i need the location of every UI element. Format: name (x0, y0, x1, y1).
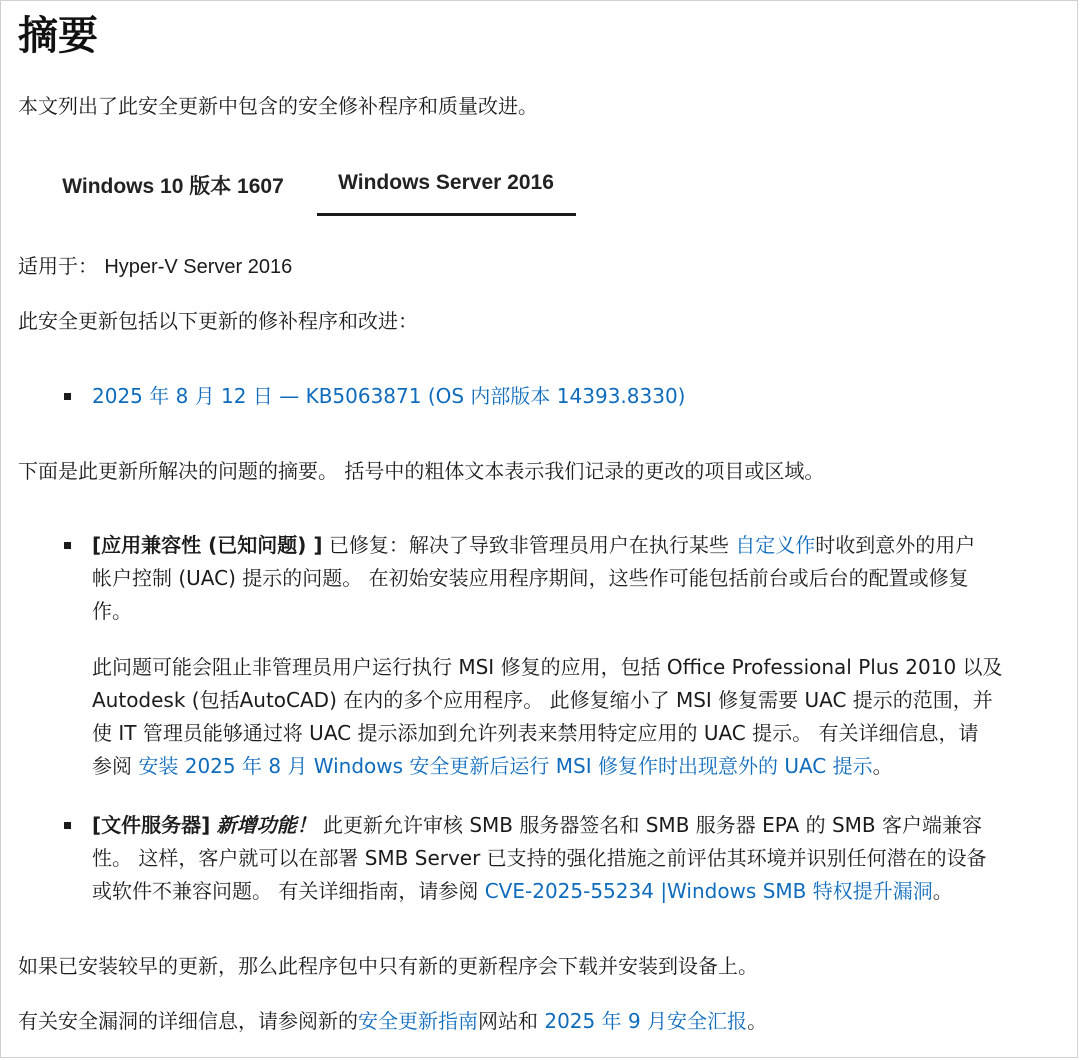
version-tabs (18, 150, 1058, 220)
item1-text-after: 时收到意外的用户 (815, 533, 976, 557)
item2-line2: 性。 这样，客户就可以在部署 SMB Server 已支持的强化措施之前评估其环境并识别任何潜在的设备 (92, 846, 987, 870)
item1-text: 已修复：解决了导致非管理员用户在执行某些 (322, 533, 736, 557)
custom-actions-link[interactable]: 自定义作 (735, 533, 816, 557)
tab-windows-10-1607[interactable]: Windows 10 版本 1607 (62, 175, 284, 198)
item-tag-file-server: [文件服务器] (92, 813, 211, 837)
security-info-text: 有关安全漏洞的详细信息，请参阅新的 (18, 1009, 358, 1033)
uac-prompt-article-link[interactable]: 安装 2025 年 8 月 Windows 安全更新后运行 MSI 修复作时出现意外的 UAC 提示 (138, 754, 873, 778)
security-info-middle: 网站和 (478, 1009, 545, 1033)
list-item-file-server (92, 809, 1062, 908)
applies-to-value: Hyper-V Server 2016 (104, 256, 293, 278)
bullet-icon (64, 393, 71, 400)
update-list-item (92, 380, 685, 412)
item1-line3: 作。 (92, 599, 132, 623)
item-tag-app-compat: [应用兼容性 (已知问题) ] (92, 533, 323, 557)
page-title: 摘要 (18, 13, 98, 59)
cve-link[interactable]: CVE-2025-55234 |Windows SMB 特权提升漏洞 (484, 879, 933, 903)
includes-text: 此安全更新包括以下更新的修补程序和改进： (18, 309, 418, 333)
item2-line3-text: 或软件不兼容问题。 有关详细指南，请参阅 (92, 879, 485, 903)
earlier-updates-text: 如果已安装较早的更新，那么此程序包中只有新的更新程序会下载并安装到设备上。 (18, 954, 758, 978)
item2-text: 此更新允许审核 SMB 服务器签名和 SMB 服务器 EPA 的 SMB 客户端兼容 (316, 813, 982, 837)
item1-p2-line2: Autodesk (包括AutoCAD) 在内的多个应用程序。 此修复缩小了 MSI 修复需要 UAC 提示的范围，并 (92, 688, 993, 712)
bullet-icon (64, 542, 71, 549)
item2-line3-end: 。 (932, 879, 953, 903)
list-item-app-compat (92, 529, 1062, 628)
item1-p2-line4-text: 参阅 (92, 754, 139, 778)
applies-to-label: 适用于： (18, 254, 98, 278)
tab-windows-server-2016[interactable]: Windows Server 2016 (338, 171, 554, 194)
applies-to (18, 250, 292, 283)
item1-p2-line3: 使 IT 管理员能够通过将 UAC 提示添加到允许列表来禁用特定应用的 UAC 提示。 有关详细信息，请 (92, 721, 979, 745)
summary-intro: 下面是此更新所解决的问题的摘要。 括号中的粗体文本表示我们记录的更改的项目或区域。 (18, 459, 825, 483)
item1-p2-line4-end: 。 (872, 754, 893, 778)
security-bulletin-link[interactable]: 2025 年 9 月安全汇报 (544, 1009, 748, 1033)
security-info-end: 。 (747, 1009, 768, 1033)
security-update-guide-link[interactable]: 安全更新指南 (358, 1009, 478, 1033)
new-feature-label: 新增功能！ (216, 813, 317, 837)
selected-tab-indicator (317, 213, 576, 216)
item1-line2: 帐户控制 (UAC) 提示的问题。 在初始安装应用程序期间，这些作可能包括前台或后台的配置或修复 (92, 566, 969, 590)
kb5063871-link[interactable]: 2025 年 8 月 12 日 — KB5063871 (OS 内部版本 14393.8330) (92, 384, 686, 408)
intro-text: 本文列出了此安全更新中包含的安全修补程序和质量改进。 (18, 94, 538, 118)
bullet-icon (64, 822, 71, 829)
item1-paragraph2 (92, 651, 1062, 783)
item1-p2-line1: 此问题可能会阻止非管理员用户运行执行 MSI 修复的应用，包括 Office Professional Plus 2010 以及 (92, 655, 1003, 679)
security-info (18, 1005, 767, 1037)
